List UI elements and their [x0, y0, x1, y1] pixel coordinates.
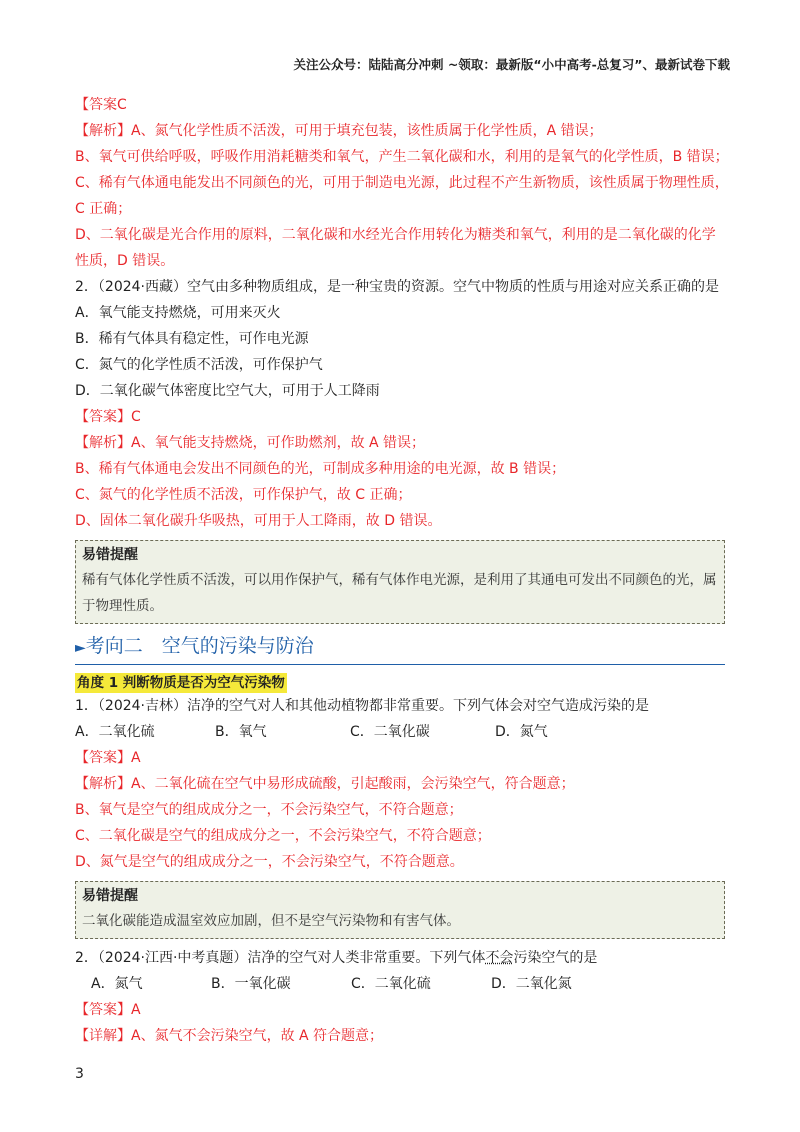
tip-text: 稀有气体化学性质不活泼，可以用作保护气，稀有气体作电光源，是利用了其通电可发出不同颜色的光，属于物理性质。 [82, 572, 717, 614]
angle-label: 角度 1 判断物质是否为空气污染物 [77, 675, 285, 691]
analysis-line: 【解析】A、氧气能支持燃烧，可作助燃剂，故 A 错误； [75, 435, 426, 451]
option-c: C．氮气的化学性质不活泼，可作保护气 [75, 357, 323, 373]
tip-title: 易错提醒 [82, 888, 138, 904]
question-stem: 1．（2024·吉林）洁净的空气对人和其他动植物都非常重要。下列气体会对空气造成污染的是 [75, 698, 649, 714]
options-row [75, 719, 725, 745]
options-row [75, 971, 725, 997]
option-c: C．二氧化碳 [350, 724, 430, 740]
analysis-line: 【解析】A、氮气化学性质不活泼，可用于填充包装，该性质属于化学性质，A 错误； [75, 123, 603, 139]
analysis-line: B、氧气是空气的组成成分之一，不会污染空气，不符合题意； [75, 802, 463, 818]
analysis-line: C、二氧化碳是空气的组成成分之一，不会污染空气，不符合题意； [75, 828, 491, 844]
option-a: A．氧气能支持燃烧，可用来灭火 [75, 305, 281, 321]
option-d: D．二氧化碳气体密度比空气大，可用于人工降雨 [75, 383, 380, 399]
option-c: C．二氧化硫 [351, 976, 431, 992]
answer-line: 【答案】C [75, 409, 141, 425]
analysis-line: 【解析】A、二氧化硫在空气中易形成硫酸，引起酸雨，会污染空气，符合题意； [75, 776, 575, 792]
error-tip-box [75, 540, 725, 624]
question-stem: 2．（2024·西藏）空气由多种物质组成，是一种宝贵的资源。空气中物质的性质与用途对应关系正确的是 [75, 279, 719, 295]
option-b: B．稀有气体具有稳定性，可作电光源 [75, 331, 309, 347]
tip-text: 二氧化碳能造成温室效应加剧，但不是空气污染物和有害气体。 [82, 913, 460, 929]
stem-text: 2．（2024·江西·中考真题）洁净的空气对人类非常重要。下列气体 [75, 950, 486, 966]
analysis-line: D、固体二氧化碳升华吸热，可用于人工降雨，故 D 错误。 [75, 513, 442, 529]
page-header: 关注公众号：陆陆高分冲刺 ~领取：最新版“小中高考-总复习”、最新试卷下载 [293, 57, 730, 72]
section-heading [75, 630, 725, 665]
page-number: 3 [75, 1066, 84, 1082]
analysis-line: C 正确； [75, 201, 132, 217]
option-b: B．氧气 [215, 724, 267, 740]
error-tip-box [75, 881, 725, 939]
tip-title: 易错提醒 [82, 547, 138, 563]
analysis-line: C、稀有气体通电能发出不同颜色的光，可用于制造电光源，此过程不产生新物质，该性质属于物理性质， [75, 175, 729, 191]
option-d: D．二氧化氮 [491, 976, 572, 992]
analysis-line: C、氮气的化学性质不活泼，可作保护气，故 C 正确； [75, 487, 412, 503]
analysis-line: D、氮气是空气的组成成分之一，不会污染空气，不符合题意。 [75, 854, 464, 870]
emphasis-text: 不会 [485, 950, 514, 966]
answer-line: 【答案C [75, 97, 127, 113]
section-title: 考向二 空气的污染与防治 [85, 635, 314, 657]
stem-text: 污染空气的是 [513, 950, 598, 966]
question-stem [75, 945, 725, 971]
analysis-line: 【详解】A、氮气不会污染空气，故 A 符合题意； [75, 1028, 384, 1044]
page-content [75, 92, 729, 1049]
analysis-line: 性质，D 错误。 [75, 253, 175, 269]
option-a: A．氮气 [91, 976, 143, 992]
option-b: B．一氧化碳 [211, 976, 291, 992]
analysis-line: B、氧气可供给呼吸，呼吸作用消耗糖类和氧气，产生二氧化碳和水，利用的是氧气的化学性质，B 错误； [75, 149, 729, 165]
option-a: A．二氧化硫 [75, 724, 155, 740]
analysis-line: D、二氧化碳是光合作用的原料，二氧化碳和水经光合作用转化为糖类和氧气，利用的是二氧化碳的化学 [75, 227, 716, 243]
answer-line: 【答案】A [75, 750, 141, 766]
analysis-line: B、稀有气体通电会发出不同颜色的光，可制成多种用途的电光源，故 B 错误； [75, 461, 566, 477]
option-d: D．氮气 [495, 724, 548, 740]
answer-line: 【答案】A [75, 1002, 141, 1018]
triangle-marker-icon: ► [75, 640, 86, 656]
